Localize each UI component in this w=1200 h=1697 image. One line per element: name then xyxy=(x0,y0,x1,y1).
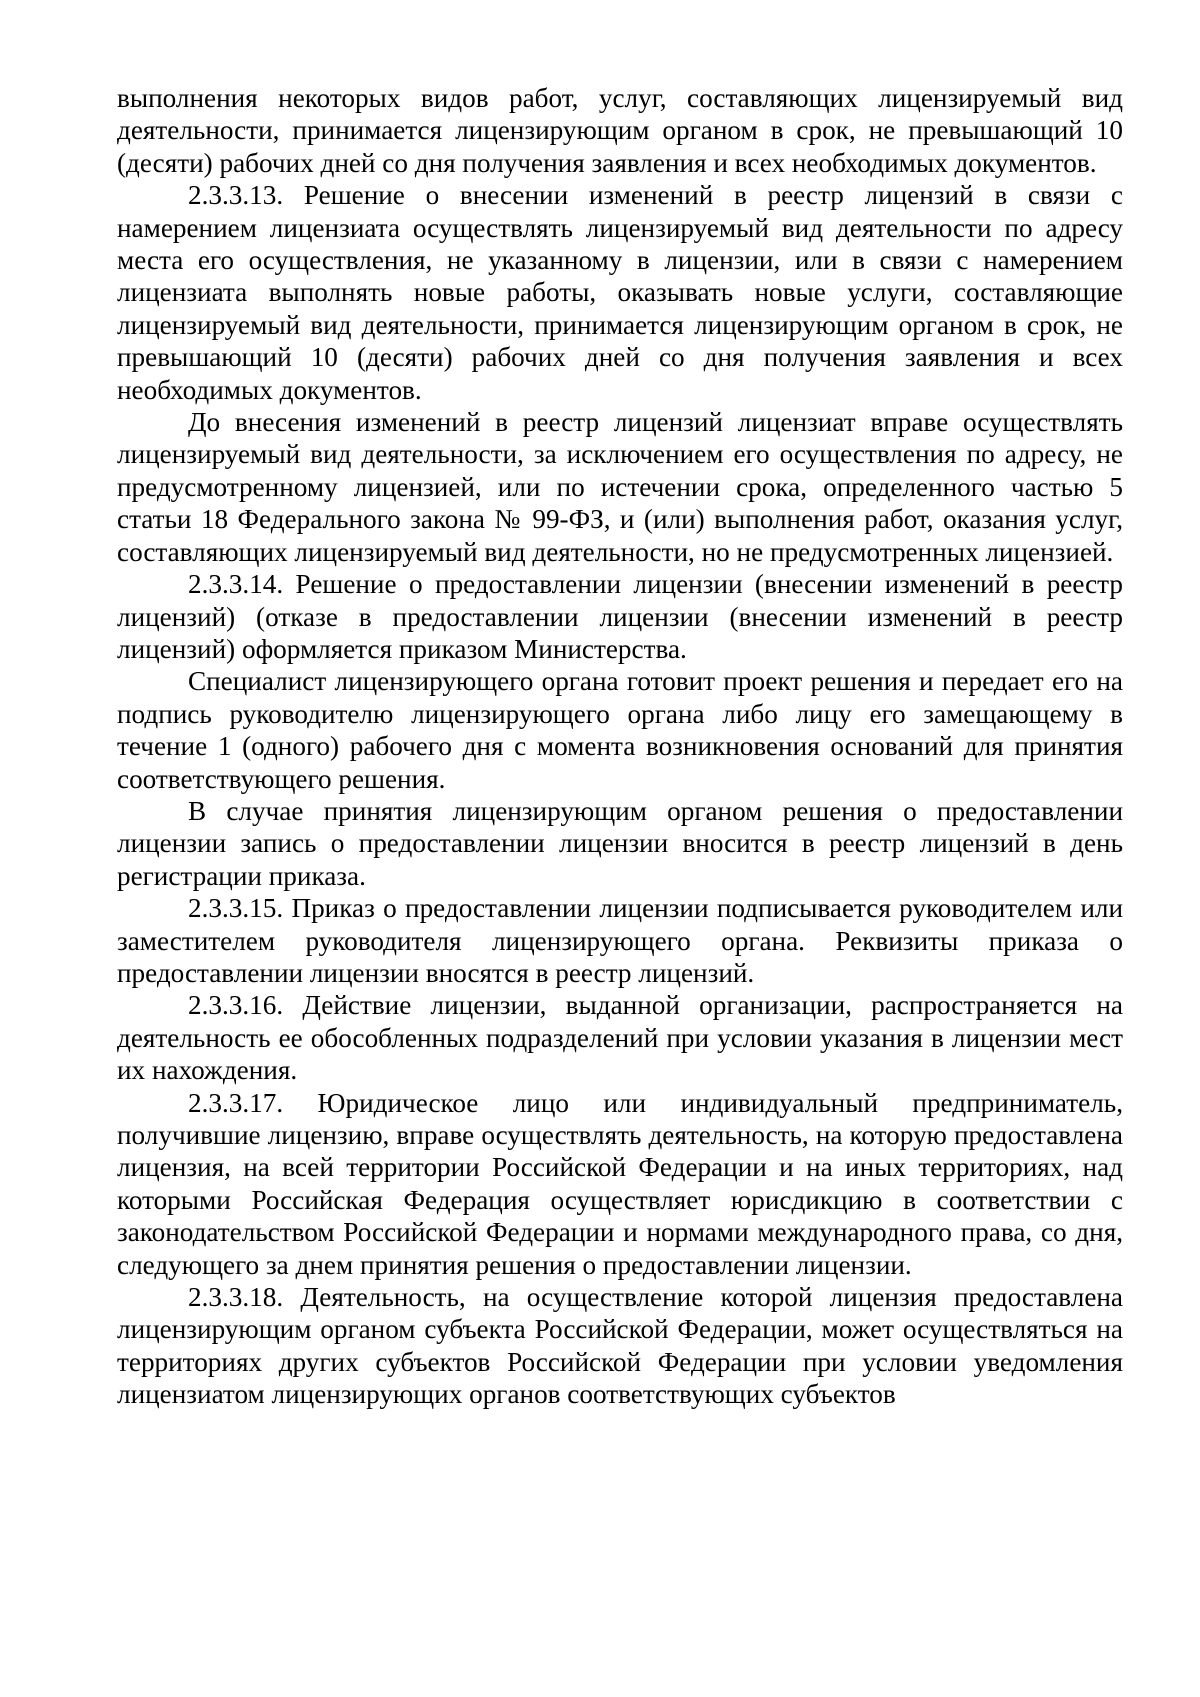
paragraph-continued-text: выполнения некоторых видов работ, услуг, составляющих лицензируемый вид деятельности, принимается лицензирующим органом в срок, не превышающий 10 (десяти) рабочих дней со дня получения заявления и всех необходимых документов. xyxy=(117,83,1123,178)
paragraph-2-3-3-13: 2.3.3.13. Решение о внесении изменений в реестр лицензий в связи с намерением лицензиата осуществлять лицензируемый вид деятельности по адресу места его осуществления, не указанному в лицензии, или в связи с намерением лицензиата выполнять новые работы, оказывать новые услуги, составляющие лицензируемый вид деятельности, принимается лицензирующим органом в срок, не превышающий 10 (десяти) рабочих дней со дня получения заявления и всех необходимых документов. xyxy=(117,180,1123,405)
paragraph-registry-entry: В случае принятия лицензирующим органом решения о предоставлении лицензии запись о предоставлении лицензии вносится в реестр лицензий в день регистрации приказа. xyxy=(117,795,1123,891)
paragraph-2-3-3-16: 2.3.3.16. Действие лицензии, выданной организации, распространяется на деятельность ее обособленных подразделений при условии указания в лицензии мест их нахождения. xyxy=(117,990,1123,1086)
paragraph-before-registry-changes: До внесения изменений в реестр лицензий лицензиат вправе осуществлять лицензируемый вид деятельности, за исключением его осуществления по адресу, не предусмотренному лицензией, или по истечении срока, определенного частью 5 статьи 18 Федерального закона № 99-ФЗ, и (или) выполнения работ, оказания услуг, составляющих лицензируемый вид деятельности, но не предусмотренных лицензией. xyxy=(117,407,1123,567)
paragraph-2-3-3-17: 2.3.3.17. Юридическое лицо или индивидуальный предприниматель, получившие лицензию, вправе осуществлять деятельность, на которую предоставлена лицензия, на всей территории Российской Федерации и на иных территориях, над которыми Российская Федерация осуществляет юрисдикцию в соответствии с законодательством Российской Федерации и нормами международного права, со дня, следующего за днем принятия решения о предоставлении лицензии. xyxy=(117,1087,1123,1280)
paragraph-specialist-prepares-decision: Специалист лицензирующего органа готовит проект решения и передает его на подпись руководителю лицензирующего органа либо лицу его замещающему в течение 1 (одного) рабочего дня с момента возникновения оснований для принятия соответствующего решения. xyxy=(117,666,1123,794)
document-page xyxy=(117,82,1123,1411)
paragraph-2-3-3-18: 2.3.3.18. Деятельность, на осуществление которой лицензия предоставлена лицензирующим органом субъекта Российской Федерации, может осуществляться на территориях других субъектов Российской Федерации при условии уведомления лицензиатом лицензирующих органов соответствующих субъектов xyxy=(117,1282,1123,1410)
paragraph-2-3-3-15: 2.3.3.15. Приказ о предоставлении лицензии подписывается руководителем или заместителем руководителя лицензирующего органа. Реквизиты приказа о предоставлении лицензии вносятся в реестр лицензий. xyxy=(117,893,1123,988)
paragraph-2-3-3-14: 2.3.3.14. Решение о предоставлении лицензии (внесении изменений в реестр лицензий) (отказе в предоставлении лицензии (внесении изменений в реестр лицензий) оформляется приказом Министерства. xyxy=(117,569,1123,664)
